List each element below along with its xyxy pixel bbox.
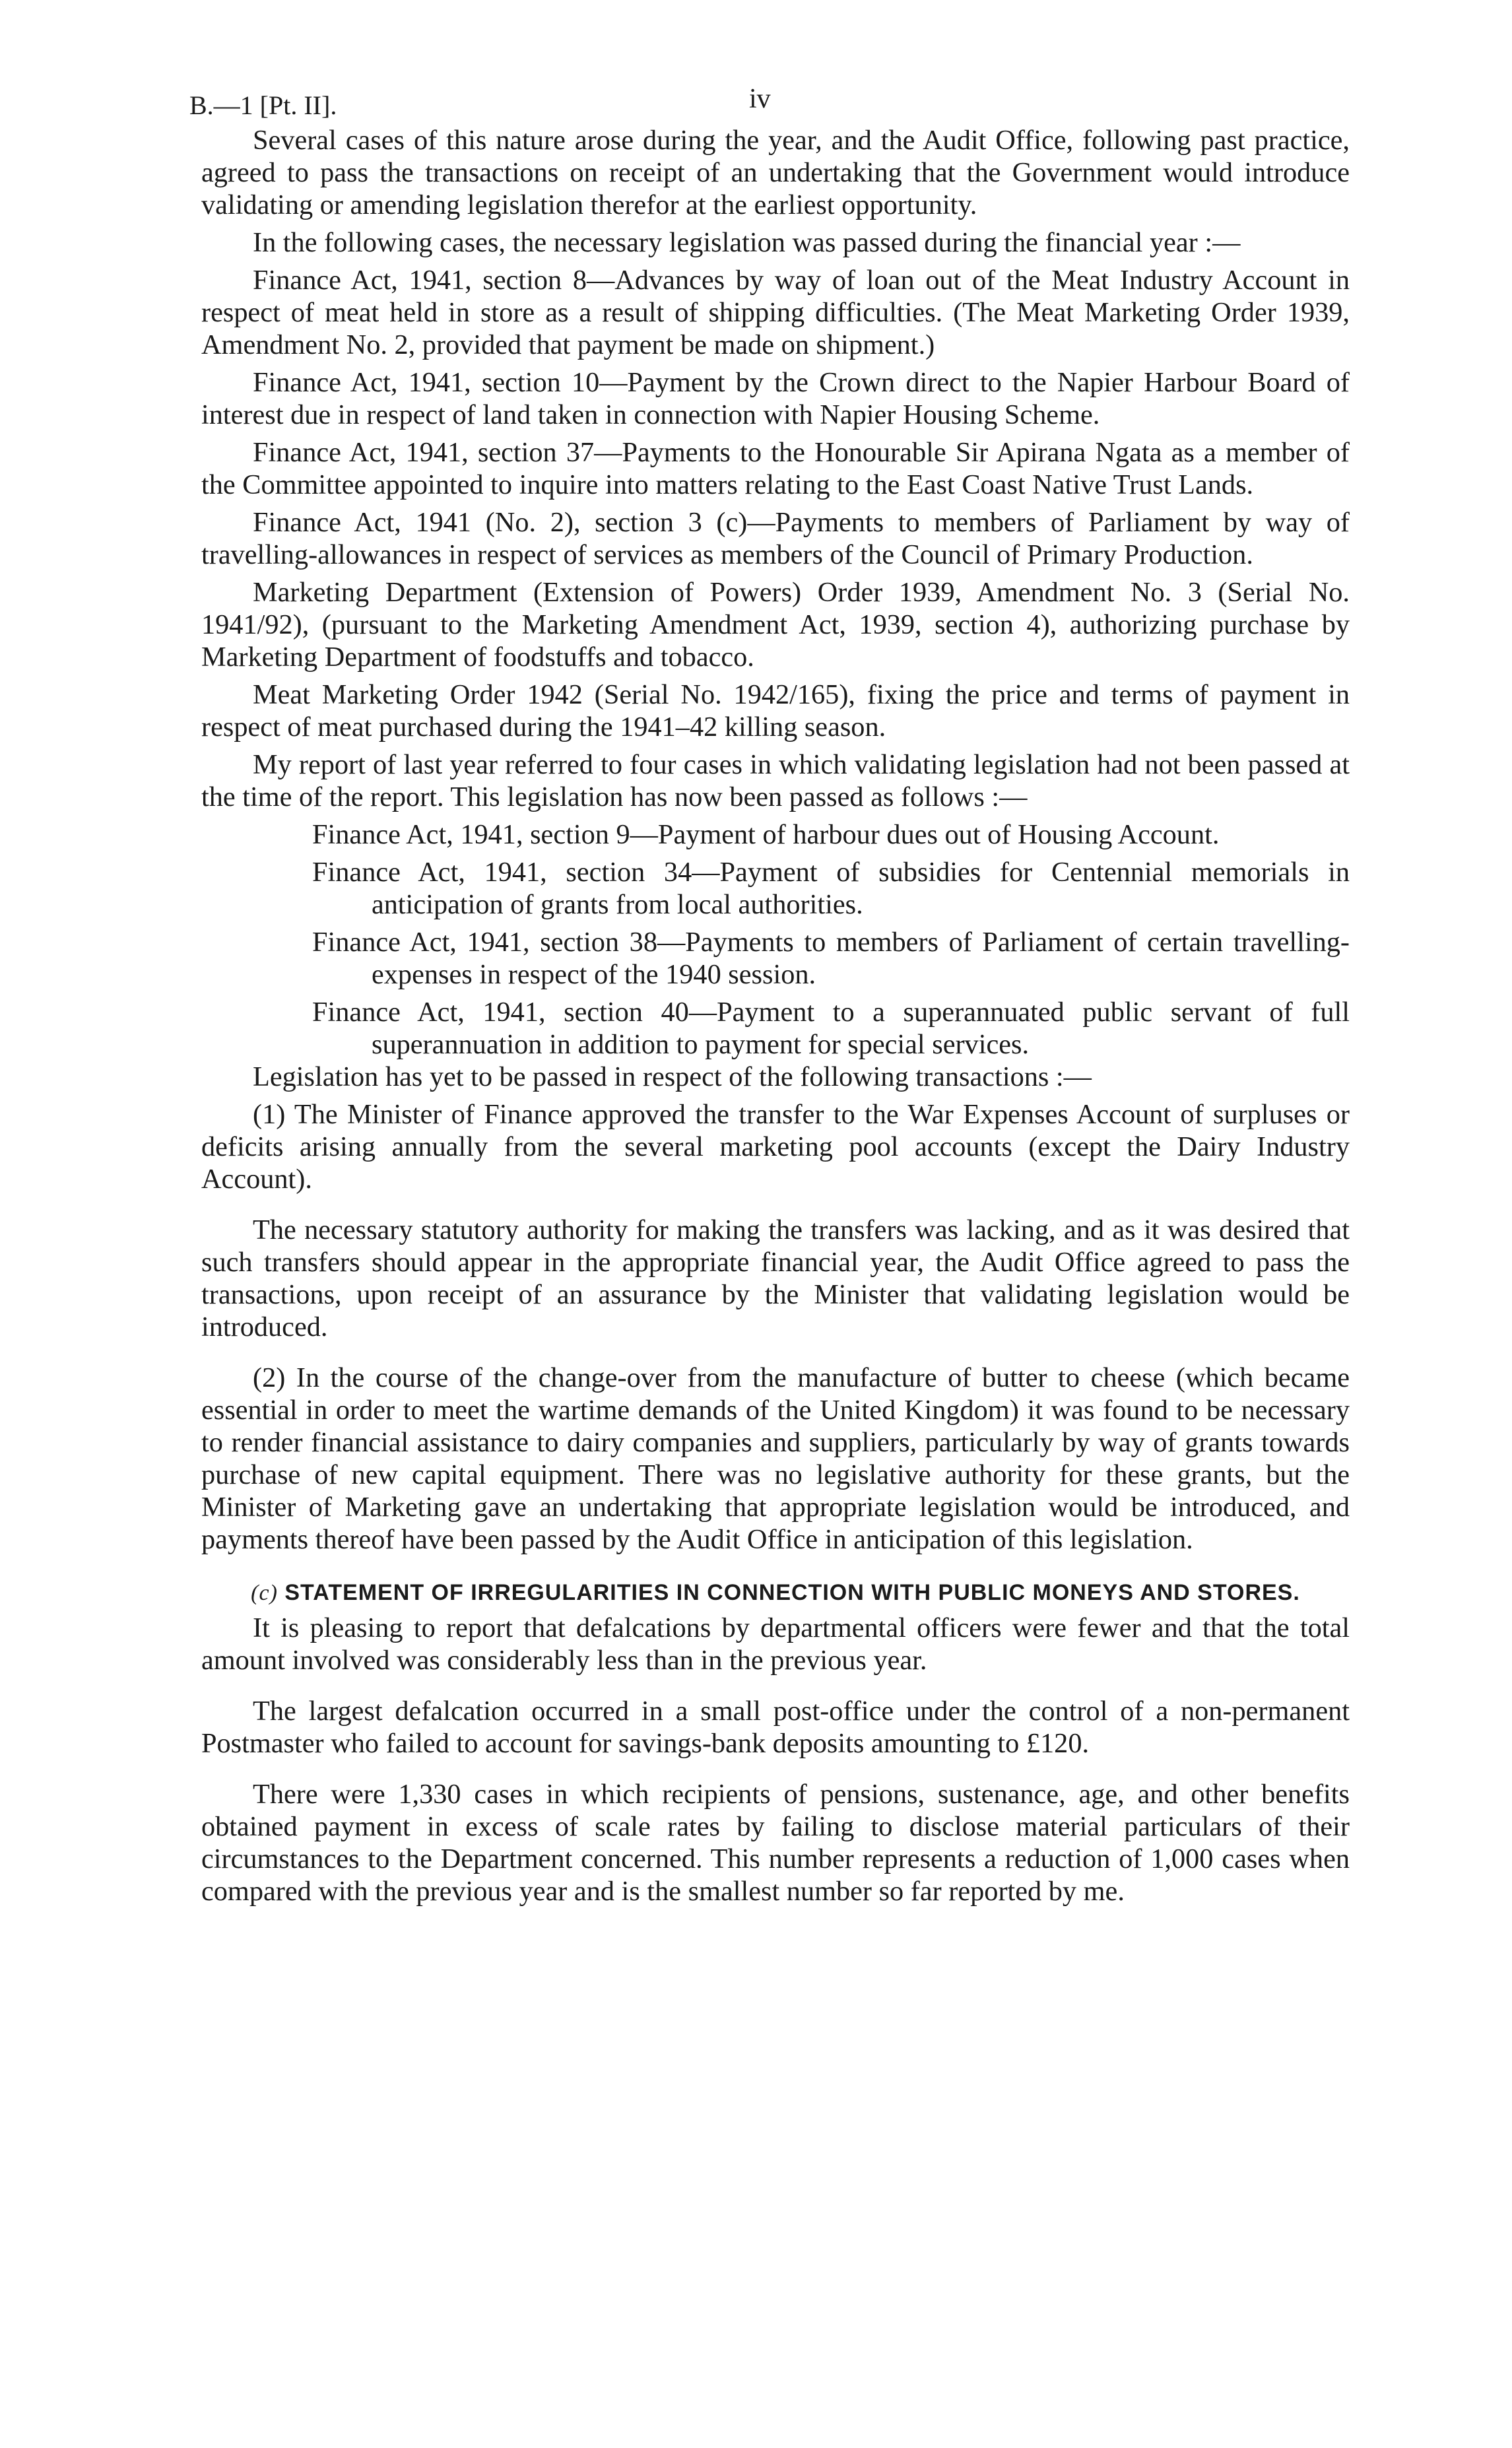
paragraph: It is pleasing to report that defalcations by departmental officers were fewer and that the total amount involved was considerably less than in the previous year. [201, 1612, 1350, 1676]
paragraph: The largest defalcation occurred in a small post-office under the control of a non-permanent Postmaster who failed to account for savings-bank deposits amounting to £120. [201, 1696, 1350, 1759]
paragraph: (1) The Minister of Finance approved the transfer to the War Expenses Account of surpluses or deficits arising annually from the several marketing pool accounts (except the Dairy Industry Account). [201, 1099, 1350, 1195]
page-content [189, 78, 1350, 1907]
section-heading [201, 1579, 1350, 1606]
paragraph: Legislation has yet to be passed in respect of the following transactions :— [253, 1061, 1092, 1092]
paragraph: Several cases of this nature arose during the year, and the Audit Office, following past practice, agreed to pass the transactions on receipt of an undertaking that the Government would introduce validating or amending legislation therefor at the earliest opportunity. [201, 125, 1350, 220]
list-item: Finance Act, 1941, section 9—Payment of harbour dues out of Housing Account. [312, 819, 1220, 850]
list-item: Finance Act, 1941, section 38—Payments to members of Parliament of certain travelling-expenses in respect of the 1940 session. [312, 927, 1350, 990]
paragraph: The necessary statutory authority for making the transfers was lacking, and as it was desired that such transfers should appear in the appropriate financial year, the Audit Office agreed to pass the transactions, upon receipt of an assurance by the Minister that validating legislation would be introduced. [201, 1214, 1350, 1342]
paragraph: My report of last year referred to four cases in which validating legislation had not been passed at the time of the report. This legislation has now been passed as follows :— [201, 749, 1350, 812]
paragraph: There were 1,330 cases in which recipients of pensions, sustenance, age, and other benefits obtained payment in excess of scale rates by failing to disclose material particulars of their circumstances to the Department concerned. This number represents a reduction of 1,000 cases when compared with the previous year and is the smallest number so far reported by me. [201, 1779, 1350, 1907]
paragraph: Finance Act, 1941, section 8—Advances by way of loan out of the Meat Industry Account in respect of meat held in store as a result of shipping difficulties. (The Meat Marketing Order 1939, Amendment No. 2, provided that payment be made on shipment.) [201, 265, 1350, 360]
section-prefix: (c) [251, 1581, 278, 1605]
paragraph: Finance Act, 1941, section 37—Payments to the Honourable Sir Apirana Ngata as a member of the Committee appointed to inquire into matters relating to the East Coast Native Trust Lands. [201, 437, 1350, 500]
page-header [189, 78, 1350, 124]
paragraph: Finance Act, 1941 (No. 2), section 3 (c)—Payments to members of Parliament by way of travelling-allowances in respect of services as members of the Council of Primary Production. [201, 507, 1350, 570]
paragraph: In the following cases, the necessary legislation was passed during the financial year :— [253, 227, 1241, 258]
validated-legislation-list [312, 818, 1350, 1061]
paragraph: Marketing Department (Extension of Powers) Order 1939, Amendment No. 3 (Serial No. 1941/92), (pursuant to the Marketing Amendment Act, 1939, section 4), authorizing purchase by Marketing Department of foodstuffs and tobacco. [201, 577, 1350, 673]
page-number: iv [749, 84, 771, 114]
section-title: STATEMENT OF IRREGULARITIES IN CONNECTION WITH PUBLIC MONEYS AND STORES. [284, 1580, 1300, 1605]
paragraph: Meat Marketing Order 1942 (Serial No. 1942/165), fixing the price and terms of payment in respect of meat purchased during the 1941–42 killing season. [201, 679, 1350, 743]
paragraph: Finance Act, 1941, section 10—Payment by the Crown direct to the Napier Harbour Board of interest due in respect of land taken in connection with Napier Housing Scheme. [201, 367, 1350, 430]
document-reference: B.—1 [Pt. II]. [189, 90, 337, 120]
list-item: Finance Act, 1941, section 40—Payment to a superannuated public servant of full superannuation in addition to payment for special services. [312, 997, 1350, 1060]
paragraph: (2) In the course of the change-over from the manufacture of butter to cheese (which became essential in order to meet the wartime demands of the United Kingdom) it was found to be necessary to render financial assistance to dairy companies and suppliers, particularly by way of grants towards purchase of new capital equipment. There was no legislative authority for these grants, but the Minister of Marketing gave an undertaking that appropriate legislation would be introduced, and payments thereof have been passed by the Audit Office in anticipation of this legislation. [201, 1362, 1350, 1555]
list-item: Finance Act, 1941, section 34—Payment of subsidies for Centennial memorials in anticipation of grants from local authorities. [312, 857, 1350, 920]
